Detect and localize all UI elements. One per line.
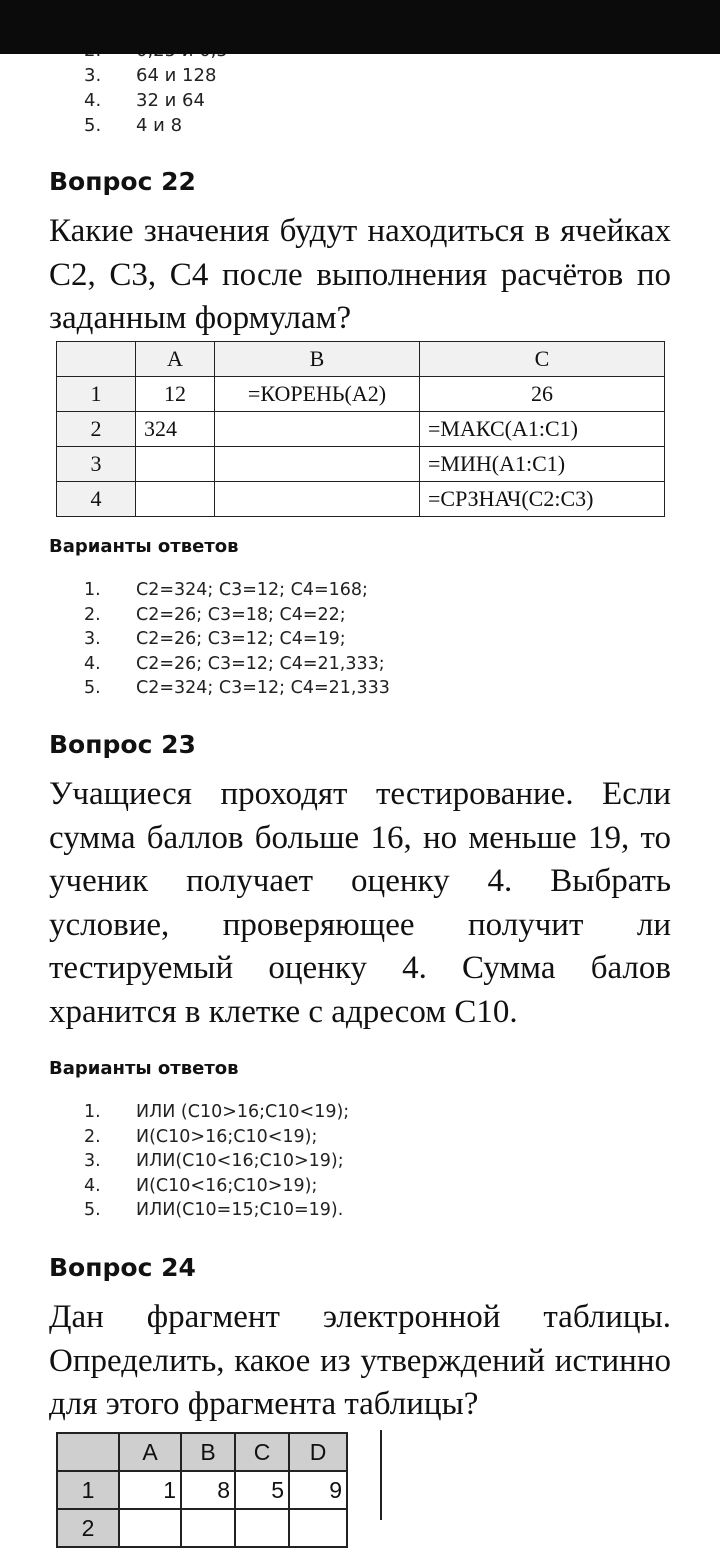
table-cell xyxy=(289,1509,347,1547)
list-item: 4. 32 и 64 xyxy=(84,90,205,111)
table-cell xyxy=(119,1509,181,1547)
table-row xyxy=(57,377,665,412)
question-23-text: Учащиеся проходят тестирование. Если сумма баллов больше 16, но меньше 19, то ученик получает оценку 4. Выбрать условие, проверяющее получит ли тестируемый оценку 4. Сумма балов хранится в клетке с адресом С10. xyxy=(49,776,671,1030)
table-cell: 5 xyxy=(235,1471,289,1509)
table-header-row xyxy=(57,342,665,377)
row-header: 1 xyxy=(57,377,136,412)
list-item: 4. И(С10<16;С10>19); xyxy=(84,1175,318,1196)
list-item: 1. ИЛИ (С10>16;С10<19); xyxy=(84,1102,350,1122)
row-header: 4 xyxy=(57,482,136,517)
table-cell: =СРЗНАЧ(С2:С3) xyxy=(420,482,665,517)
column-header: B xyxy=(215,342,420,377)
table-cell xyxy=(215,482,420,517)
row-header: 1 xyxy=(57,1471,119,1509)
question-23-heading: Вопрос 23 xyxy=(49,730,196,759)
table-cell: 9 xyxy=(289,1471,347,1509)
list-item: 5. ИЛИ(С10=15;С10=19). xyxy=(84,1200,344,1221)
table-cell: 324 xyxy=(136,412,215,447)
table-corner-cell xyxy=(57,342,136,377)
question-24-heading: Вопрос 24 xyxy=(49,1253,196,1282)
table-cell: =МИН(А1:С1) xyxy=(420,447,665,482)
table-cell xyxy=(136,447,215,482)
table-header-row xyxy=(57,1433,347,1471)
table-cell: 1 xyxy=(119,1471,181,1509)
table-cell: 26 xyxy=(420,377,665,412)
table-cell xyxy=(181,1509,235,1547)
table-row xyxy=(57,482,665,517)
list-item: 4. С2=26; С3=12; С4=21,333; xyxy=(84,653,385,674)
column-header: C xyxy=(235,1433,289,1471)
question-22-text: Какие значения будут находиться в ячейках С2, С3, С4 после выполнения расчётов по заданным формулам? xyxy=(49,213,671,336)
question-24-text: Дан фрагмент электронной таблицы. Определить, какое из утверждений истинно для этого фрагмента таблицы? xyxy=(49,1299,671,1422)
table-cell: =МАКС(А1:С1) xyxy=(420,412,665,447)
table-cell: =КОРЕНЬ(А2) xyxy=(215,377,420,412)
table-row xyxy=(57,447,665,482)
list-item: 3. ИЛИ(С10<16;С10>19); xyxy=(84,1151,344,1172)
list-item: 2. С2=26; С3=18; С4=22; xyxy=(84,604,346,625)
table-cell xyxy=(215,412,420,447)
table-corner-cell xyxy=(57,1433,119,1471)
column-header: C xyxy=(420,342,665,377)
row-header: 2 xyxy=(57,1509,119,1547)
question-23-answers-label: Варианты ответов xyxy=(49,1058,239,1079)
list-item: 5. С2=324; С3=12; С4=21,333 xyxy=(84,678,390,699)
row-header: 2 xyxy=(57,412,136,447)
list-item: 3. 64 и 128 xyxy=(84,65,217,86)
question-22-table xyxy=(56,341,665,517)
table-cell: 12 xyxy=(136,377,215,412)
question-22-heading: Вопрос 22 xyxy=(49,167,196,196)
list-item: 2. И(С10>16;С10<19); xyxy=(84,1126,318,1147)
column-header: B xyxy=(181,1433,235,1471)
question-22-answers-label: Варианты ответов xyxy=(49,536,239,557)
row-header: 3 xyxy=(57,447,136,482)
question-24-table xyxy=(56,1432,348,1548)
table-row xyxy=(57,1509,347,1547)
list-item: 5. 4 и 8 xyxy=(84,115,183,136)
column-header: A xyxy=(136,342,215,377)
list-item: 3. С2=26; С3=12; С4=19; xyxy=(84,629,346,650)
table-cell xyxy=(235,1509,289,1547)
column-header: D xyxy=(289,1433,347,1471)
list-item: 1. С2=324; С3=12; С4=168; xyxy=(84,580,368,600)
table-row xyxy=(57,412,665,447)
table-row xyxy=(57,1471,347,1509)
top-bar xyxy=(0,0,720,54)
table-edge-divider xyxy=(380,1430,382,1520)
table-cell xyxy=(215,447,420,482)
column-header: A xyxy=(119,1433,181,1471)
question-22-answer-list xyxy=(84,578,390,701)
question-23-answer-list xyxy=(84,1100,349,1223)
table-cell: 8 xyxy=(181,1471,235,1509)
table-cell xyxy=(136,482,215,517)
